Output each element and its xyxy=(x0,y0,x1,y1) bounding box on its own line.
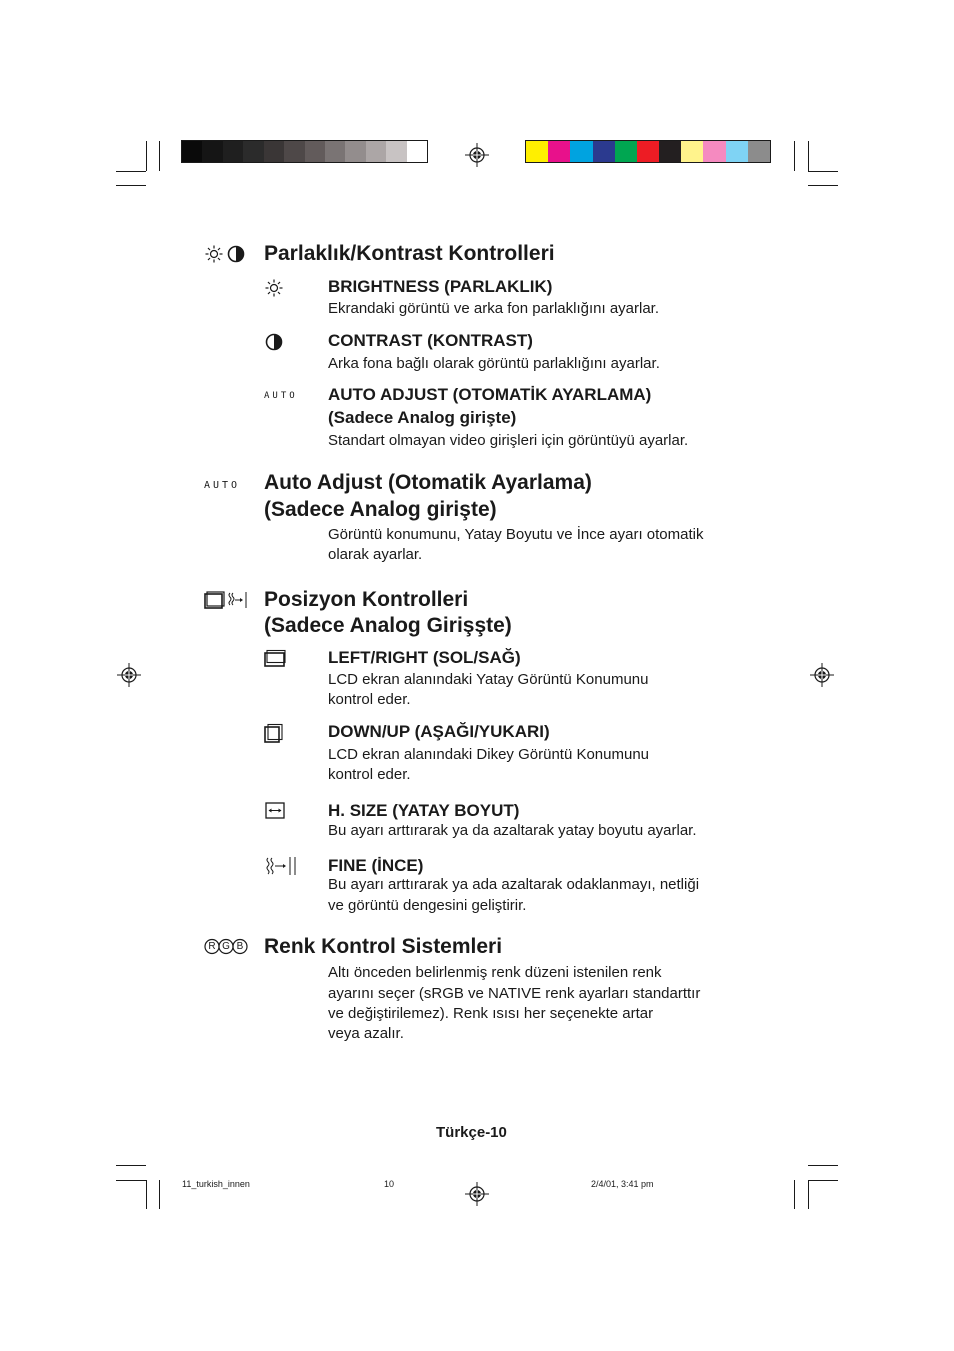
crop-mark xyxy=(146,141,147,171)
process-color-swatch xyxy=(681,141,704,162)
slug-date: 2/4/01, 3:41 pm xyxy=(591,1179,654,1189)
contrast-icon xyxy=(227,245,245,263)
process-color-swatch xyxy=(748,141,771,162)
registration-mark-icon xyxy=(465,143,489,167)
section-subtitle-auto-adjust: (Sadece Analog girişte) xyxy=(264,498,497,521)
crop-mark xyxy=(808,185,838,186)
registration-mark-icon xyxy=(465,1182,489,1206)
process-color-swatch xyxy=(548,141,571,162)
grayscale-swatch xyxy=(366,141,387,162)
auto-adjust-subtitle: (Sadece Analog girişte) xyxy=(328,408,517,427)
grayscale-swatch xyxy=(325,141,346,162)
grayscale-swatch xyxy=(202,141,223,162)
crop-mark xyxy=(159,1180,160,1209)
process-color-swatch xyxy=(726,141,749,162)
section-title-color: Renk Kontrol Sistemleri xyxy=(264,935,503,958)
grayscale-swatch xyxy=(264,141,285,162)
grayscale-swatch xyxy=(407,141,428,162)
crop-mark xyxy=(808,1180,809,1209)
sun-icon xyxy=(205,245,223,263)
process-color-swatch xyxy=(570,141,593,162)
contrast-desc: Arka fona bağlı olarak görüntü parlaklığını ayarlar. xyxy=(328,355,660,372)
down-up-position-icon xyxy=(264,723,284,743)
auto-icon: AUTO xyxy=(204,480,241,491)
crop-mark xyxy=(794,141,795,171)
process-color-bar xyxy=(525,140,771,163)
grayscale-swatch xyxy=(284,141,305,162)
rgb-letter-r: R xyxy=(208,941,216,952)
slug-file-name: 11_turkish_innen xyxy=(182,1179,250,1189)
left-right-position-icon xyxy=(264,649,286,667)
auto-adjust-section-desc: Görüntü konumunu, Yatay Boyutu ve İnce ayarı otomatik xyxy=(328,526,704,543)
auto-adjust-desc: Standart olmayan video girişleri için görüntüyü ayarlar. xyxy=(328,432,689,449)
section-title-position: Posizyon Kontrolleri xyxy=(264,588,469,611)
color-desc: Altı önceden belirlenmiş renk düzeni istenilen renk xyxy=(328,964,662,981)
contrast-icon xyxy=(265,333,283,351)
grayscale-swatch xyxy=(386,141,407,162)
slug-page-number: 10 xyxy=(384,1179,395,1189)
registration-mark-icon xyxy=(810,663,834,687)
process-color-swatch xyxy=(526,141,549,162)
crop-mark xyxy=(808,141,809,171)
rgb-icon xyxy=(204,938,248,955)
rgb-letter-g: G xyxy=(222,941,230,952)
crop-mark xyxy=(146,1180,147,1209)
crop-mark xyxy=(116,185,146,186)
left-right-desc: LCD ekran alanındaki Yatay Görüntü Konumunu xyxy=(328,671,649,688)
down-up-desc: kontrol eder. xyxy=(328,766,411,783)
color-desc: ayarını seçer (sRGB ve NATIVE renk ayarları standarttır xyxy=(328,985,701,1002)
color-desc: ve değiştirilemez). Renk ısısı her seçenekte artar xyxy=(328,1005,654,1022)
section-title-auto-adjust: Auto Adjust (Otomatik Ayarlama) xyxy=(264,471,592,494)
crop-mark xyxy=(116,1180,146,1181)
fine-title: FINE (İNCE) xyxy=(328,856,424,875)
grayscale-swatch xyxy=(305,141,326,162)
crop-mark xyxy=(808,1165,838,1166)
down-up-title: DOWN/UP (AŞAĞI/YUKARI) xyxy=(328,722,550,741)
position-controls-icon xyxy=(204,590,248,610)
fine-tune-icon xyxy=(264,856,298,876)
auto-adjust-section-desc: olarak ayarlar. xyxy=(328,546,423,563)
process-color-swatch xyxy=(703,141,726,162)
crop-mark xyxy=(808,1180,838,1181)
process-color-swatch xyxy=(637,141,660,162)
color-desc: veya azalır. xyxy=(328,1025,404,1042)
fine-desc: ve görüntü dengesini geliştirir. xyxy=(328,897,527,914)
crop-mark xyxy=(808,171,838,172)
process-color-swatch xyxy=(593,141,616,162)
process-color-swatch xyxy=(615,141,638,162)
left-right-desc: kontrol eder. xyxy=(328,691,411,708)
crop-mark xyxy=(794,1180,795,1209)
registration-mark-icon xyxy=(117,663,141,687)
process-color-swatch xyxy=(659,141,682,162)
grayscale-swatch xyxy=(345,141,366,162)
grayscale-swatch xyxy=(223,141,244,162)
left-right-title: LEFT/RIGHT (SOL/SAĞ) xyxy=(328,648,521,667)
auto-adjust-title: AUTO ADJUST (OTOMATİK AYARLAMA) xyxy=(328,385,652,404)
brightness-title: BRIGHTNESS (PARLAKLIK) xyxy=(328,277,553,296)
crop-mark xyxy=(159,141,160,171)
crop-mark xyxy=(116,171,146,172)
grayscale-color-bar xyxy=(181,140,428,163)
brightness-desc: Ekrandaki görüntü ve arka fon parlaklığını ayarlar. xyxy=(328,300,660,317)
section-subtitle-position: (Sadece Analog Girişşte) xyxy=(264,614,512,637)
crop-mark xyxy=(116,1165,146,1166)
fine-desc: Bu ayarı arttırarak ya ada azaltarak odaklanmayı, netliği xyxy=(328,876,700,893)
rgb-letter-b: B xyxy=(236,941,244,952)
h-size-desc: Bu ayarı arttırarak ya da azaltarak yatay boyutu ayarlar. xyxy=(328,822,697,839)
section-title-brightness-contrast: Parlaklık/Kontrast Kontrolleri xyxy=(264,242,555,265)
down-up-desc: LCD ekran alanındaki Dikey Görüntü Konumunu xyxy=(328,746,650,763)
horizontal-size-icon xyxy=(265,802,285,819)
auto-icon: AUTO xyxy=(264,391,298,401)
sun-icon xyxy=(265,279,283,297)
h-size-title: H. SIZE (YATAY BOYUT) xyxy=(328,801,520,820)
page-number: Türkçe-10 xyxy=(436,1124,507,1141)
grayscale-swatch xyxy=(243,141,264,162)
contrast-title: CONTRAST (KONTRAST) xyxy=(328,331,533,350)
grayscale-swatch xyxy=(182,141,203,162)
